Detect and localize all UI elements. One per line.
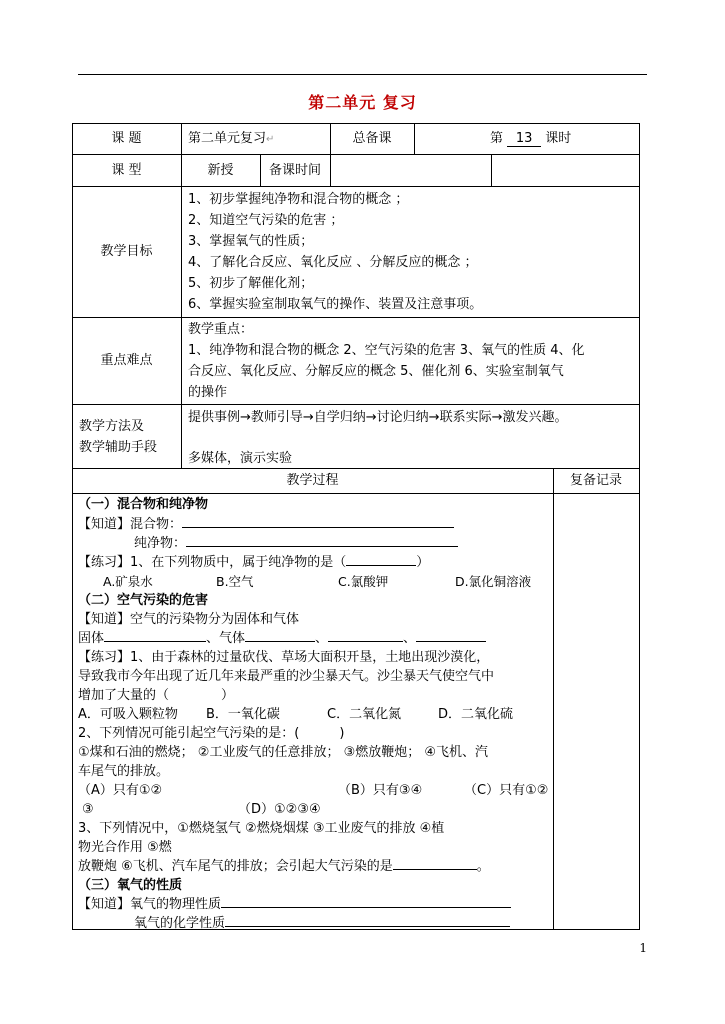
record-header: 复备记录 — [569, 473, 622, 488]
objective-item: 6、掌握实验室制取氧气的操作、装置及注意事项。 — [188, 297, 483, 312]
option-line: B．一氧化碳 — [206, 707, 280, 722]
exercise-line: 【练习】1、由于森林的过量砍伐、草场大面积开垦，土地出现沙漠化， — [78, 650, 490, 665]
know-line: 氧气的化学性质 — [134, 913, 510, 934]
type-value: 新授 — [207, 162, 234, 178]
table-col-divider — [553, 468, 554, 930]
option-line: D.氯化铜溶液 — [455, 574, 532, 589]
general-prep-label: 总备课 — [352, 131, 392, 146]
exercise-line: 导致我市今年出现了近几年来最严重的沙尘暴天气。沙尘暴天气使空气中 — [78, 669, 495, 684]
option-line: （B）只有③④ — [338, 783, 423, 798]
key-points-heading: 教学重点： — [188, 322, 254, 337]
prep-time-label: 备课时间 — [268, 162, 321, 178]
objective-item: 2、知道空气污染的危害 ； — [188, 213, 344, 228]
exercise-line: ①煤和石油的燃烧； ②工业废气的任意排放； ③燃放鞭炮； ④飞机、汽 — [78, 745, 489, 760]
page-number: 1 — [639, 941, 647, 955]
objective-item: 1、初步掌握纯净物和混合物的概念 ； — [188, 192, 409, 207]
key-points-line: 1、纯净物和混合物的概念 2、空气污染的危害 3、氧气的性质 4、化 — [188, 343, 585, 358]
lesson-number: 第 13 课时 — [490, 131, 572, 146]
option-line: （D）①②③④ — [238, 802, 321, 817]
objective-item: 4、了解化合反应、氧化反应 、分解反应的概念 ； — [188, 255, 478, 270]
option-line: ③ — [82, 802, 94, 817]
fill-line: 固体 、气体 、 、 — [78, 628, 486, 649]
know-line: 【知道】氧气的物理性质 — [78, 894, 511, 915]
exercise-line: 【练习】1、在下列物质中，属于纯净物的是（ ） — [78, 555, 430, 570]
exercise-line: 放鞭炮 ⑥飞机、汽车尾气的排放；会引起大气污染的是 。 — [78, 859, 490, 874]
table-border-right — [639, 123, 640, 930]
exercise-line: 2、下列情况可能引起空气污染的是：( ) — [78, 726, 345, 741]
header-rule — [78, 74, 647, 75]
section-heading: （二）空气污染的危害 — [78, 593, 209, 608]
table-col-divider — [491, 154, 492, 186]
exercise-line: 3、下列情况中，①燃烧氢气 ②燃烧烟煤 ③工业废气的排放 ④植 — [78, 821, 445, 836]
lesson-plan-table — [72, 123, 640, 930]
objective-item: 3、掌握氧气的性质； — [188, 234, 314, 249]
know-line: 【知道】空气的污染物分为固体和气体 — [78, 612, 300, 627]
key-points-line: 合反应、氧化反应、分解反应的概念 5、催化剂 6、实验室制氧气 — [188, 364, 564, 379]
methods-label: 教学方法及 — [79, 419, 145, 434]
exercise-line: 车尾气的排放。 — [78, 764, 170, 779]
methods-line: 多媒体，演示实验 — [188, 451, 293, 466]
objectives-label: 教学目标 — [100, 244, 153, 259]
key-points-line: 的操作 — [188, 385, 228, 400]
option-line: C．二氧化氮 — [327, 707, 402, 722]
option-line: C.氯酸钾 — [338, 574, 389, 589]
key-points-label: 重点难点 — [100, 353, 153, 368]
page-title: 第二单元 复习 — [308, 93, 417, 112]
section-heading: （三）氧气的性质 — [78, 878, 183, 893]
option-line: A.矿泉水 — [103, 574, 153, 589]
exercise-line: 物光合作用 ⑤燃 — [78, 840, 172, 855]
type-label: 课 型 — [111, 162, 142, 178]
option-line: A．可吸入颗粒物 — [78, 707, 178, 722]
course-value: 第二单元复习↵ — [188, 131, 275, 146]
course-label: 课 题 — [111, 131, 142, 146]
know-line: 纯净物： — [134, 533, 458, 554]
methods-line: 提供事例→教师引导→自学归纳→讨论归纳→联系实际→激发兴趣。 — [188, 410, 568, 425]
objective-item: 5、初步了解催化剂； — [188, 276, 314, 291]
section-heading: （一）混合物和纯净物 — [78, 497, 209, 512]
exercise-line: 增加了大量的（ ） — [78, 688, 235, 703]
option-line: B.空气 — [216, 574, 254, 589]
option-line: （A）只有①② — [78, 783, 163, 798]
option-line: （C）只有①② — [464, 783, 549, 798]
process-header: 教学过程 — [286, 473, 339, 488]
table-col-divider — [414, 123, 415, 154]
table-row-divider — [72, 404, 640, 405]
know-line: 【知道】混合物： — [78, 514, 454, 535]
option-line: D．二氧化硫 — [438, 707, 514, 722]
methods-label: 教学辅助手段 — [79, 440, 158, 455]
